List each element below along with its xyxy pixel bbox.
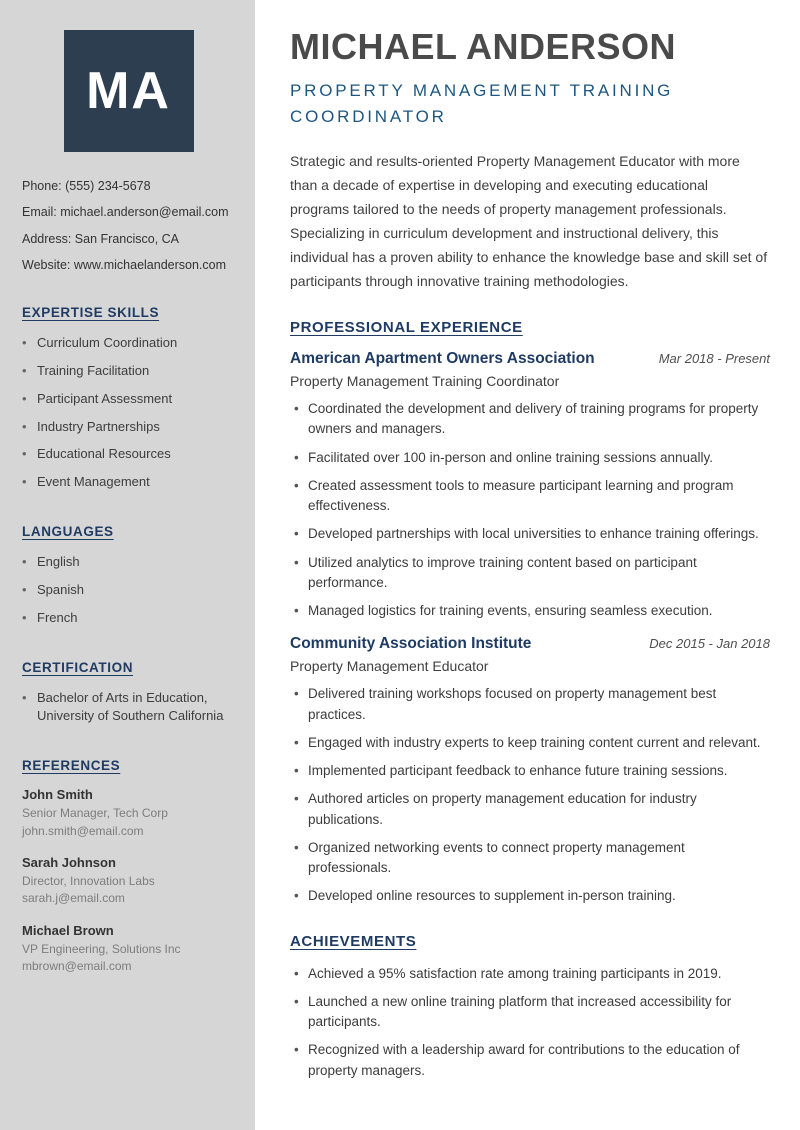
job-header: [290, 635, 770, 653]
company-name: Community Association Institute: [290, 635, 532, 653]
job-bullet: • Organized networking events to connect property management professionals.: [290, 838, 770, 879]
monogram-initials: MA: [86, 62, 171, 120]
job-bullet: • Implemented participant feedback to enhance future training sessions.: [290, 761, 770, 781]
skill-item: • Training Facilitation: [22, 362, 235, 381]
skill-item: • Participant Assessment: [22, 390, 235, 409]
job-bullet: • Coordinated the development and delivery of training programs for property owners and managers.: [290, 399, 770, 440]
job-dates: Mar 2018 - Present: [658, 351, 770, 367]
job-bullet: • Created assessment tools to measure participant learning and program effectiveness.: [290, 476, 770, 517]
certification-item: • Bachelor of Arts in Education, University of Southern California: [22, 689, 235, 727]
skills-list: [22, 334, 235, 492]
language-item: • Spanish: [22, 581, 235, 600]
job-title: PROPERTY MANAGEMENT TRAINING COORDINATOR: [290, 81, 674, 127]
achievement-item: • Launched a new online training platform that increased accessibility for participants.: [290, 992, 770, 1033]
skill-item: • Curriculum Coordination: [22, 334, 235, 353]
contact-website: Website: www.michaelanderson.com: [22, 257, 227, 272]
skills-section: [22, 305, 235, 492]
languages-list: [22, 553, 235, 628]
job-bullet: • Facilitated over 100 in-person and online training sessions annually.: [290, 448, 770, 468]
job-bullet: • Delivered training workshops focused on property management best practices.: [290, 684, 770, 725]
summary-paragraph: Strategic and results-oriented Property Management Educator with more than a decade of expertise in developing and executing educational programs tailored to the needs of property management professionals. Specializing in curriculum development and instructional delivery, this individual has a proven ability to enhance the knowledge base and skill set of participants through innovative training methodologies.: [290, 152, 768, 290]
achievements-heading: ACHIEVEMENTS: [290, 932, 417, 950]
skill-item: • Educational Resources: [22, 445, 235, 464]
skills-heading: EXPERTISE SKILLS: [22, 305, 160, 320]
contact-address: Address: San Francisco, CA: [22, 231, 180, 246]
achievement-item: • Recognized with a leadership award for contributions to the education of property managers.: [290, 1040, 770, 1081]
job-bullet: • Authored articles on property management education for industry publications.: [290, 789, 770, 830]
job-dates: Dec 2015 - Jan 2018: [649, 636, 770, 652]
reference-entry: [22, 855, 235, 908]
language-item: • French: [22, 609, 235, 628]
main-content: [255, 0, 800, 1130]
languages-section: [22, 524, 235, 628]
job-bullet: • Engaged with industry experts to keep training content current and relevant.: [290, 733, 770, 753]
job-role: Property Management Training Coordinator: [290, 373, 560, 390]
reference-role: Senior Manager, Tech Corp: [22, 806, 168, 821]
job-bullets: [290, 684, 770, 906]
contact-phone: Phone: (555) 234-5678: [22, 179, 151, 193]
experience-section: [290, 319, 770, 907]
job-header: [290, 350, 770, 368]
company-name: American Apartment Owners Association: [290, 350, 595, 368]
language-item: • English: [22, 553, 235, 572]
job-bullets: [290, 399, 770, 621]
reference-name: Michael Brown: [22, 922, 114, 938]
reference-entry: [22, 923, 235, 976]
certification-list: [22, 689, 235, 727]
page-title: MICHAEL ANDERSON: [290, 26, 677, 67]
experience-entry: [290, 350, 770, 621]
achievements-list: [290, 964, 770, 1081]
skill-item: • Industry Partnerships: [22, 418, 235, 437]
job-bullet: • Developed online resources to supplement in-person training.: [290, 886, 770, 906]
reference-role: Director, Innovation Labs: [22, 874, 155, 889]
reference-email: mbrown@email.com: [22, 959, 132, 974]
reference-name: John Smith: [22, 787, 93, 803]
job-bullet: • Developed partnerships with local universities to enhance training offerings.: [290, 524, 770, 544]
sidebar: [0, 0, 255, 1130]
job-bullet: • Managed logistics for training events, ensuring seamless execution.: [290, 601, 770, 621]
achievements-section: [290, 933, 770, 1081]
monogram-avatar: [64, 30, 194, 152]
references-section: [22, 758, 235, 975]
experience-entry: [290, 635, 770, 906]
languages-heading: LANGUAGES: [22, 524, 114, 540]
experience-heading: PROFESSIONAL EXPERIENCE: [290, 319, 523, 337]
skill-item: • Event Management: [22, 473, 235, 492]
references-heading: REFERENCES: [22, 758, 121, 774]
reference-role: VP Engineering, Solutions Inc: [22, 941, 181, 956]
reference-email: john.smith@email.com: [22, 823, 144, 838]
contact-email: Email: michael.anderson@email.com: [22, 205, 229, 220]
contact-info: [22, 178, 235, 273]
certification-section: [22, 660, 235, 727]
job-bullet: • Utilized analytics to improve training content based on participant performance.: [290, 553, 770, 594]
job-role: Property Management Educator: [290, 658, 489, 675]
reference-email: sarah.j@email.com: [22, 891, 125, 906]
reference-name: Sarah Johnson: [22, 855, 116, 871]
certification-heading: CERTIFICATION: [22, 659, 134, 675]
reference-entry: [22, 787, 235, 840]
achievement-item: • Achieved a 95% satisfaction rate among training participants in 2019.: [290, 964, 770, 984]
